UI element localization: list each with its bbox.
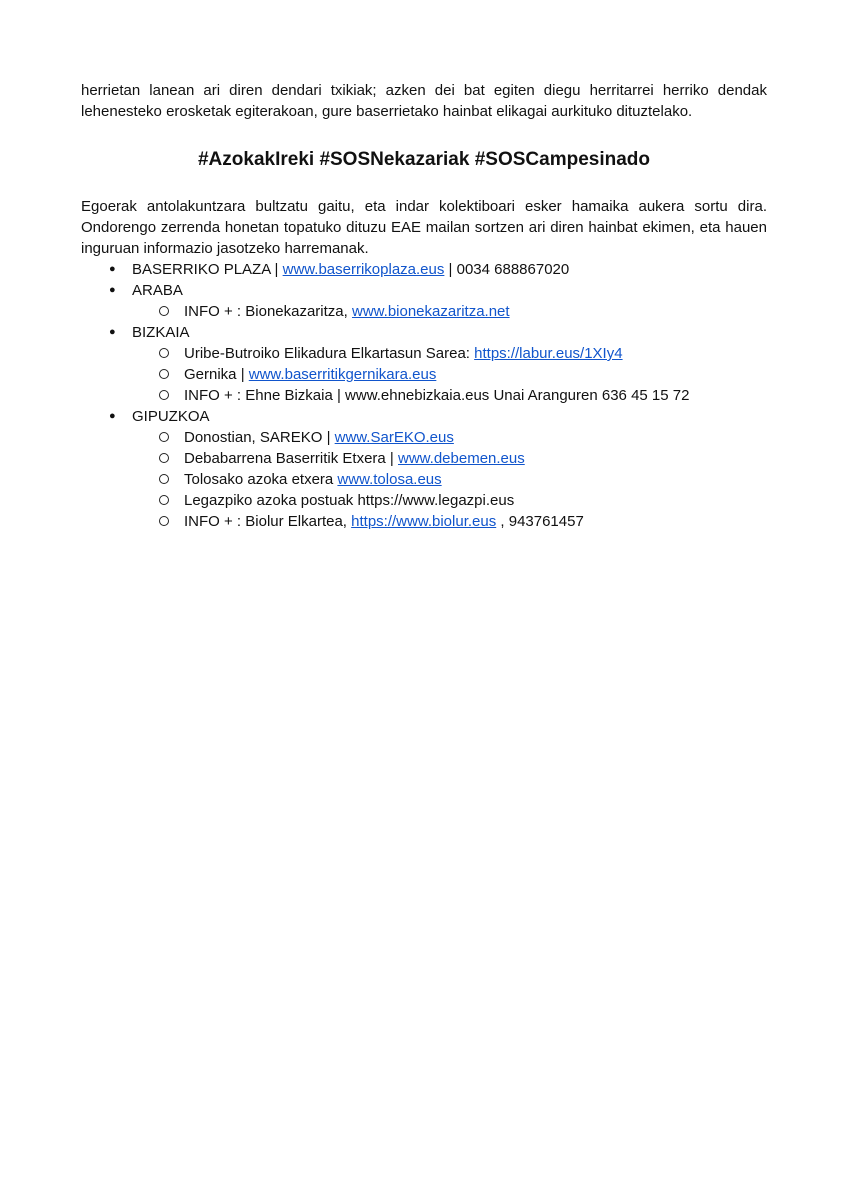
item-text: BASERRIKO PLAZA | <box>132 261 283 278</box>
circle-bullet-icon <box>159 495 169 505</box>
gernika-link[interactable]: www.baserritikgernikara.eus <box>248 366 437 383</box>
initiatives-list <box>81 259 767 532</box>
region-label: BIZKAIA <box>132 324 190 341</box>
item-text: INFO + : Biolur Elkartea, <box>184 513 352 530</box>
hashtag-heading: #AzokakIreki #SOSNekazariak #SOSCampesinado <box>197 149 650 170</box>
bullet-icon: ● <box>109 410 116 422</box>
item-text: Gernika | <box>184 366 249 383</box>
item-text: | 0034 688867020 <box>444 261 570 278</box>
list-item-gipuzkoa-info <box>132 511 767 532</box>
circle-bullet-icon <box>159 474 169 484</box>
intro-paragraph: herrietan lanean ari diren dendari txikiak; azken dei bat egiten diegu herritarrei herriko dendak lehenesteko erosketak egiterakoan, gure baserrietako hainbat elikagai aurkituko dituztelako. <box>81 82 767 120</box>
item-text: Tolosako azoka etxera <box>184 471 338 488</box>
list-item-gipuzkoa <box>81 406 767 532</box>
araba-sublist <box>132 301 767 322</box>
item-text: Debabarrena Baserritik Etxera | <box>184 450 398 467</box>
list-item-uribe <box>132 343 767 364</box>
list-item-araba-info <box>132 301 767 322</box>
list-item-bizkaia <box>81 322 767 406</box>
sareko-link[interactable]: www.SarEKO.eus <box>334 429 454 446</box>
list-item-bizkaia-info <box>132 385 767 406</box>
list-item-debabarrena <box>132 448 767 469</box>
circle-bullet-icon <box>159 516 169 526</box>
biolur-link[interactable]: https://www.biolur.eus <box>351 513 497 530</box>
circle-bullet-icon <box>159 453 169 463</box>
region-label: ARABA <box>132 282 183 299</box>
baserrikoplaza-link[interactable]: www.baserrikoplaza.eus <box>282 261 445 278</box>
list-item-araba <box>81 280 767 322</box>
region-label: GIPUZKOA <box>132 408 210 425</box>
bizkaia-sublist <box>132 343 767 406</box>
document-page <box>81 80 767 532</box>
item-text: INFO + : Ehne Bizkaia | www.ehnebizkaia.eus Unai Aranguren 636 45 15 72 <box>184 387 690 404</box>
circle-bullet-icon <box>159 306 169 316</box>
item-text: Donostian, SAREKO | <box>184 429 335 446</box>
circle-bullet-icon <box>159 369 169 379</box>
list-item-donostia <box>132 427 767 448</box>
debemen-link[interactable]: www.debemen.eus <box>398 450 525 467</box>
item-text: INFO + : Bionekazaritza, <box>184 303 352 320</box>
list-item-tolosa <box>132 469 767 490</box>
circle-bullet-icon <box>159 348 169 358</box>
labur-link[interactable]: https://labur.eus/1XIy4 <box>474 345 623 362</box>
list-item-legazpi <box>132 490 767 511</box>
list-item-baserriko-plaza <box>81 259 767 280</box>
bullet-icon: ● <box>109 326 116 338</box>
body-paragraph: Egoerak antolakuntzara bultzatu gaitu, eta indar kolektiboari esker hamaika aukera sortu dira. Ondorengo zerrenda honetan topatuko dituzu EAE mailan sortzen ari diren hainbat ekimen, eta hauen inguruan informazio jasotzeko harremanak. <box>81 198 767 257</box>
item-text: Legazpiko azoka postuak https://www.legazpi.eus <box>184 492 515 509</box>
tolosa-link[interactable]: www.tolosa.eus <box>337 471 442 488</box>
circle-bullet-icon <box>159 432 169 442</box>
list-item-gernika <box>132 364 767 385</box>
item-text: , 943761457 <box>496 513 584 530</box>
circle-bullet-icon <box>159 390 169 400</box>
bullet-icon: ● <box>109 284 116 296</box>
item-text: Uribe-Butroiko Elikadura Elkartasun Sarea: <box>184 345 475 362</box>
gipuzkoa-sublist <box>132 427 767 532</box>
bionekazaritza-link[interactable]: www.bionekazaritza.net <box>351 303 510 320</box>
bullet-icon: ● <box>109 263 116 275</box>
